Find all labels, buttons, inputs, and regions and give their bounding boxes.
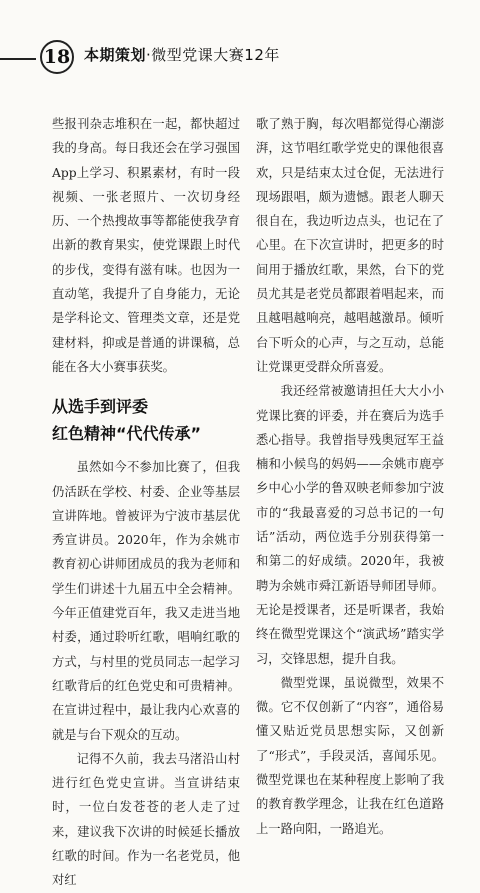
section-heading (52, 393, 240, 447)
right-column (256, 112, 444, 841)
paragraph: 微型党课，虽说微型，效果不微。它不仅创新了“内容”，通俗易懂又贴近党员思想实际，又创新了“形式”，手段灵活，喜闻乐见。微型党课也在某种程度上影响了我的教育教学理念，让我在红色道路上一路向阳，一路追光。 (256, 675, 444, 836)
paragraph-continuation: 歌了熟于胸，每次唱都觉得心潮澎湃，这节唱红歌学党史的课他很喜欢，只是结束太过仓促，无法进行现场跟唱，颇为遗憾。跟老人聊天很自在，我边听边点头，也记在了心里。在下次宣讲时，把更多的时间用于播放红歌，果然，台下的党员尤其是老党员都跟着唱起来，而且越唱越响亮，越唱越激昂。倾听台下听众的心声，与之互动，总能让党课更受群众所喜爱。 (256, 117, 444, 374)
paragraph: 虽然如今不参加比赛了，但我仍活跃在学校、村委、企业等基层宣讲阵地。曾被评为宁波市基层优秀宣讲员。2020年，作为余姚市教育初心讲师团成员的我为老师和学生们讲述十九届五中全会精神。今年正值建党百年，我又走进当地村委，通过聆听红歌，唱响红歌的方式，与村里的党员同志一起学习红歌背后的红色党史和可贵精神。在宣讲过程中，最让我内心欢喜的就是与台下观众的互动。 (52, 460, 240, 742)
topic-label: 微型党课大赛12年 (151, 46, 280, 64)
section-heading-line2: 红色精神“代代传承” (52, 424, 202, 444)
header-separator: · (146, 46, 152, 64)
left-column (52, 112, 240, 893)
header-rule (0, 58, 36, 60)
section-heading-line1: 从选手到评委 (52, 397, 149, 417)
section-label: 本期策划 (84, 46, 147, 64)
header-title (84, 44, 280, 65)
paragraph: 我还经常被邀请担任大大小小党课比赛的评委，并在赛后为选手悉心指导。我曾指导残奥冠军王益楠和小候鸟的妈妈——余姚市鹿亭乡中心小学的鲁双映老师参加宁波市的“我最喜爱的习总书记的一句话”活动，两位选手分别获得第一和第二的好成绩。2020年，我被聘为余姚市舜江新语导师团导师。无论是授课者，还是听课者，我始终在微型党课这个“演武场”踏实学习，交锋思想，提升自我。 (256, 384, 444, 666)
page-number: 18 (40, 40, 74, 74)
page-header (0, 34, 480, 78)
paragraph-continuation: 些报刊杂志堆积在一起，都快超过我的身高。每日我还会在学习强国App上学习、积累素材，有时一段视频、一张老照片、一次切身经历、一个热搜故事等都能使我孕育出新的教育果实，使党课跟上时代的步伐，变得有滋有味。也因为一直动笔，我提升了自身能力，无论是学科论文、管理类文章，还是党建材料，抑或是普通的讲课稿，总能在各大小赛事获奖。 (52, 117, 240, 374)
paragraph: 记得不久前，我去马渚沿山村进行红色党史宣讲。当宣讲结束时，一位白发苍苍的老人走了过来，建议我下次讲的时候延长播放红歌的时间。作为一名老党员，他对红 (52, 751, 240, 888)
